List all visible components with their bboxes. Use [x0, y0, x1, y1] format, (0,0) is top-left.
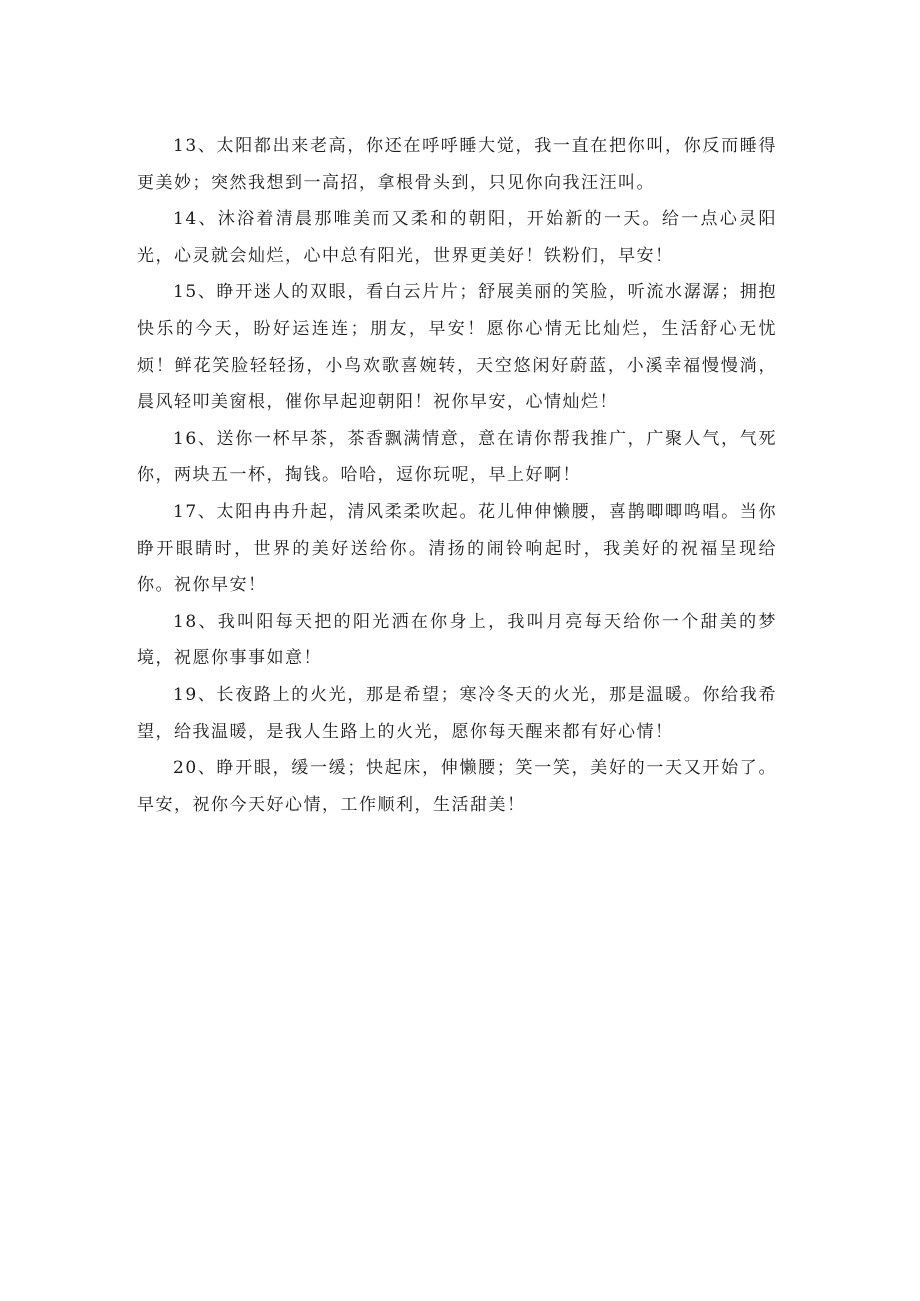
- paragraph-15: 15、睁开迷人的双眼，看白云片片；舒展美丽的笑脸，听流水潺潺；拥抱快乐的今天，盼好运连连；朋友，早安！愿你心情无比灿烂，生活舒心无忧烦！鲜花笑脸轻轻扬，小鸟欢歌喜婉转，天空悠闲好蔚蓝，小溪幸福慢慢淌，晨风轻叩美窗根，催你早起迎朝阳！祝你早安，心情灿烂！: [137, 282, 777, 413]
- document-body: [137, 128, 777, 823]
- paragraph-19: 19、长夜路上的火光，那是希望；寒冷冬天的火光，那是温暖。你给我希望，给我温暖，是我人生路上的火光，愿你每天醒来都有好心情！: [137, 684, 777, 742]
- paragraph-14: 14、沐浴着清晨那唯美而又柔和的朝阳，开始新的一天。给一点心灵阳光，心灵就会灿烂，心中总有阳光，世界更美好！铁粉们，早安！: [137, 209, 777, 266]
- paragraph-16: 16、送你一杯早茶，茶香飘满情意，意在请你帮我推广，广聚人气，气死你，两块五一杯，掏钱。哈哈，逗你玩呢，早上好啊！: [137, 428, 777, 486]
- paragraph-18: 18、我叫阳每天把的阳光洒在你身上，我叫月亮每天给你一个甜美的梦境，祝愿你事事如意！: [137, 611, 777, 669]
- paragraph-17: 17、太阳冉冉升起，清风柔柔吹起。花儿伸伸懒腰，喜鹊唧唧鸣唱。当你睁开眼睛时，世界的美好送给你。清扬的闹铃响起时，我美好的祝福呈现给你。祝你早安！: [137, 501, 777, 596]
- paragraph-13: 13、太阳都出来老高，你还在呼呼睡大觉，我一直在把你叫，你反而睡得更美妙；突然我想到一高招，拿根骨头到，只见你向我汪汪叫。: [137, 136, 777, 193]
- paragraph-20: 20、睁开眼，缓一缓；快起床，伸懒腰；笑一笑，美好的一天又开始了。早安，祝你今天好心情，工作顺利，生活甜美！: [137, 758, 777, 815]
